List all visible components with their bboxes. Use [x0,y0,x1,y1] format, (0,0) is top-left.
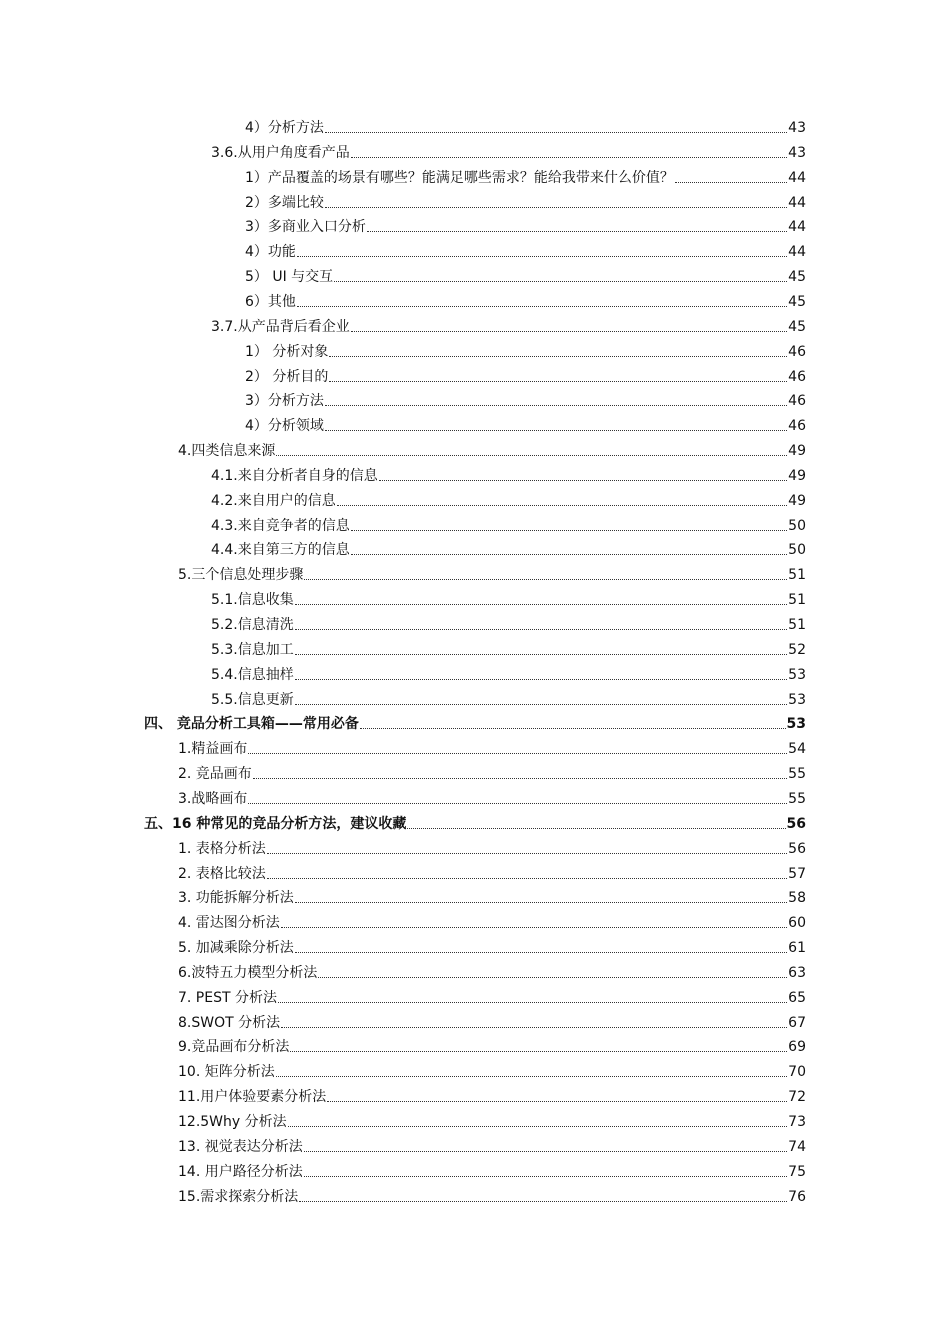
toc-entry[interactable] [211,465,806,485]
toc-entry-page: 54 [788,741,806,757]
toc-entry-page: 44 [788,244,806,260]
toc-entry-page: 65 [788,990,806,1006]
toc-dot-leader [295,902,787,903]
toc-dot-leader [295,604,787,605]
toc-entry-page: 56 [788,841,806,857]
toc-entry-page: 46 [788,344,806,360]
toc-dot-leader [276,455,787,456]
toc-entry[interactable] [178,763,806,783]
toc-entry-page: 55 [788,766,806,782]
toc-dot-leader [248,803,787,804]
toc-entry-title: 13. 视觉表达分析法 [178,1139,303,1155]
toc-dot-leader [327,1101,787,1102]
toc-entry[interactable] [211,515,806,535]
toc-entry[interactable] [211,589,806,609]
toc-entry-title: 5. 加减乘除分析法 [178,940,294,956]
toc-entry-title: 4.4.来自第三方的信息 [211,542,350,558]
toc-entry-page: 58 [788,890,806,906]
toc-entry-page: 53 [788,667,806,683]
toc-entry[interactable] [178,987,806,1007]
toc-dot-leader [325,430,787,431]
toc-entry-page: 75 [788,1164,806,1180]
toc-entry[interactable] [178,564,806,584]
toc-entry-page: 49 [788,493,806,509]
toc-entry-page: 52 [788,642,806,658]
toc-entry-page: 46 [788,418,806,434]
toc-entry[interactable] [178,912,806,932]
toc-dot-leader [329,381,787,382]
toc-entry-page: 70 [788,1064,806,1080]
toc-entry-title: 4）分析领域 [245,418,324,434]
toc-dot-leader [334,281,787,282]
toc-dot-leader [304,1151,787,1152]
toc-entry-title: 3.6.从用户角度看产品 [211,145,350,161]
toc-entry[interactable] [245,266,806,286]
toc-entry-title: 8.SWOT 分析法 [178,1015,281,1031]
toc-entry-page: 63 [788,965,806,981]
toc-entry-title: 5.1.信息收集 [211,592,294,608]
toc-dot-leader [281,1027,787,1028]
toc-entry-title: 15.需求探索分析法 [178,1189,299,1205]
toc-entry[interactable] [211,614,806,634]
toc-dot-leader [675,182,787,183]
toc-entry[interactable] [211,316,806,336]
toc-entry-title: 7. PEST 分析法 [178,990,277,1006]
toc-entry-title: 1. 表格分析法 [178,841,266,857]
toc-entry[interactable] [178,1186,806,1206]
toc-dot-leader [325,405,787,406]
toc-entry-page: 57 [788,866,806,882]
toc-dot-leader [276,1076,787,1077]
toc-dot-leader [295,704,787,705]
toc-entry-page: 61 [788,940,806,956]
toc-entry-title: 1） 分析对象 [245,344,329,360]
toc-entry[interactable] [245,291,806,311]
toc-dot-leader [360,728,786,729]
toc-entry-title: 2） 分析目的 [245,369,329,385]
toc-entry-title: 5） UI 与交互 [245,269,334,285]
toc-entry-title: 11.用户体验要素分析法 [178,1089,327,1105]
toc-entry-title: 1）产品覆盖的场景有哪些？能满足哪些需求？能给我带来什么价值？ [245,170,674,186]
toc-entry-title: 14. 用户路径分析法 [178,1164,303,1180]
toc-entry-title: 五、16 种常见的竞品分析方法，建议收藏 [144,816,407,832]
toc-dot-leader [407,828,785,829]
toc-entry[interactable] [245,216,806,236]
toc-entry-page: 51 [788,567,806,583]
toc-entry-page: 73 [788,1114,806,1130]
toc-entry-page: 53 [788,692,806,708]
toc-entry[interactable] [178,1161,806,1181]
toc-entry[interactable] [211,639,806,659]
toc-entry-page: 51 [788,617,806,633]
toc-entry-page: 44 [788,219,806,235]
toc-entry-title: 5.2.信息清洗 [211,617,294,633]
toc-entry[interactable] [178,440,806,460]
toc-entry[interactable] [178,863,806,883]
toc-dot-leader [295,629,787,630]
toc-entry-title: 12.5Why 分析法 [178,1114,287,1130]
toc-dot-leader [379,480,787,481]
toc-entry[interactable] [178,1012,806,1032]
toc-entry-page: 49 [788,443,806,459]
toc-entry-title: 2. 表格比较法 [178,866,266,882]
toc-entry-page: 50 [788,542,806,558]
toc-dot-leader [288,1126,788,1127]
toc-entry-page: 46 [788,369,806,385]
toc-entry-page: 45 [788,294,806,310]
toc-entry-title: 6）其他 [245,294,296,310]
toc-entry-page: 45 [788,319,806,335]
toc-dot-leader [325,207,787,208]
toc-entry-title: 3.战略画布 [178,791,248,807]
toc-dot-leader [367,231,787,232]
toc-entry-page: 76 [788,1189,806,1205]
toc-dot-leader [297,306,787,307]
toc-entry[interactable] [245,390,806,410]
toc-entry-title: 5.4.信息抽样 [211,667,294,683]
toc-entry-title: 6.波特五力模型分析法 [178,965,318,981]
toc-dot-leader [337,505,787,506]
toc-entry[interactable] [178,1036,806,1056]
toc-entry[interactable] [245,415,806,435]
toc-entry-title: 4.1.来自分析者自身的信息 [211,468,378,484]
toc-entry-title: 5.3.信息加工 [211,642,294,658]
toc-dot-leader [299,1201,787,1202]
toc-entry-page: 72 [788,1089,806,1105]
toc-entry[interactable] [144,713,806,733]
toc-entry[interactable] [144,813,806,833]
toc-entry-page: 44 [788,170,806,186]
toc-dot-leader [267,853,787,854]
toc-entry[interactable] [211,689,806,709]
toc-entry-page: 55 [788,791,806,807]
toc-entry-title: 2）多端比较 [245,195,324,211]
toc-entry[interactable] [178,937,806,957]
toc-entry-page: 44 [788,195,806,211]
toc-entry-page: 56 [786,816,806,832]
toc-dot-leader [253,778,787,779]
toc-entry-title: 10. 矩阵分析法 [178,1064,275,1080]
toc-entry[interactable] [211,539,806,559]
toc-entry-page: 60 [788,915,806,931]
toc-entry[interactable] [178,788,806,808]
toc-entry[interactable] [178,962,806,982]
toc-entry-title: 4.2.来自用户的信息 [211,493,336,509]
toc-entry-page: 74 [788,1139,806,1155]
toc-dot-leader [295,679,787,680]
toc-entry[interactable] [245,167,806,187]
toc-entry-title: 5.5.信息更新 [211,692,294,708]
toc-entry-title: 4）分析方法 [245,120,324,136]
toc-entry[interactable] [178,1136,806,1156]
toc-entry[interactable] [178,1111,806,1131]
toc-entry-page: 43 [788,145,806,161]
toc-entry-title: 4）功能 [245,244,296,260]
toc-dot-leader [318,977,787,978]
toc-entry-title: 四、 竞品分析工具箱——常用必备 [144,716,359,732]
toc-entry[interactable] [178,838,806,858]
toc-entry-page: 49 [788,468,806,484]
toc-entry[interactable] [245,192,806,212]
toc-dot-leader [351,331,787,332]
toc-dot-leader [325,132,787,133]
toc-entry-title: 4.四类信息来源 [178,443,276,459]
toc-entry[interactable] [178,1061,806,1081]
toc-entry-title: 4. 雷达图分析法 [178,915,280,931]
toc-entry[interactable] [211,142,806,162]
toc-entry[interactable] [245,241,806,261]
toc-entry[interactable] [178,1086,806,1106]
toc-entry-page: 67 [788,1015,806,1031]
toc-entry-title: 3.7.从产品背后看企业 [211,319,350,335]
toc-entry-title: 3）多商业入口分析 [245,219,366,235]
toc-entry-page: 50 [788,518,806,534]
toc-entry-title: 5.三个信息处理步骤 [178,567,304,583]
toc-entry[interactable] [178,738,806,758]
toc-entry-page: 51 [788,592,806,608]
toc-dot-leader [295,952,787,953]
toc-entry[interactable] [211,664,806,684]
toc-entry[interactable] [245,117,806,137]
toc-entry-page: 69 [788,1039,806,1055]
toc-dot-leader [351,530,787,531]
toc-entry-page: 43 [788,120,806,136]
toc-entry-title: 2. 竞品画布 [178,766,252,782]
toc-entry-page: 46 [788,393,806,409]
toc-entry[interactable] [245,341,806,361]
toc-entry-title: 3. 功能拆解分析法 [178,890,294,906]
toc-entry[interactable] [211,490,806,510]
toc-dot-leader [351,157,787,158]
toc-dot-leader [297,256,787,257]
toc-entry-page: 53 [786,716,806,732]
toc-entry-title: 9.竞品画布分析法 [178,1039,290,1055]
toc-dot-leader [304,579,787,580]
toc-dot-leader [290,1051,787,1052]
toc-dot-leader [329,356,787,357]
toc-entry[interactable] [245,366,806,386]
toc-entry-page: 45 [788,269,806,285]
toc-entry-title: 3）分析方法 [245,393,324,409]
toc-entry-title: 1.精益画布 [178,741,248,757]
toc-dot-leader [281,927,787,928]
toc-dot-leader [304,1176,787,1177]
toc-dot-leader [278,1002,787,1003]
toc-dot-leader [248,753,787,754]
toc-dot-leader [267,878,787,879]
toc-dot-leader [351,554,787,555]
toc-entry[interactable] [178,887,806,907]
toc-dot-leader [295,654,787,655]
toc-entry-title: 4.3.来自竞争者的信息 [211,518,350,534]
